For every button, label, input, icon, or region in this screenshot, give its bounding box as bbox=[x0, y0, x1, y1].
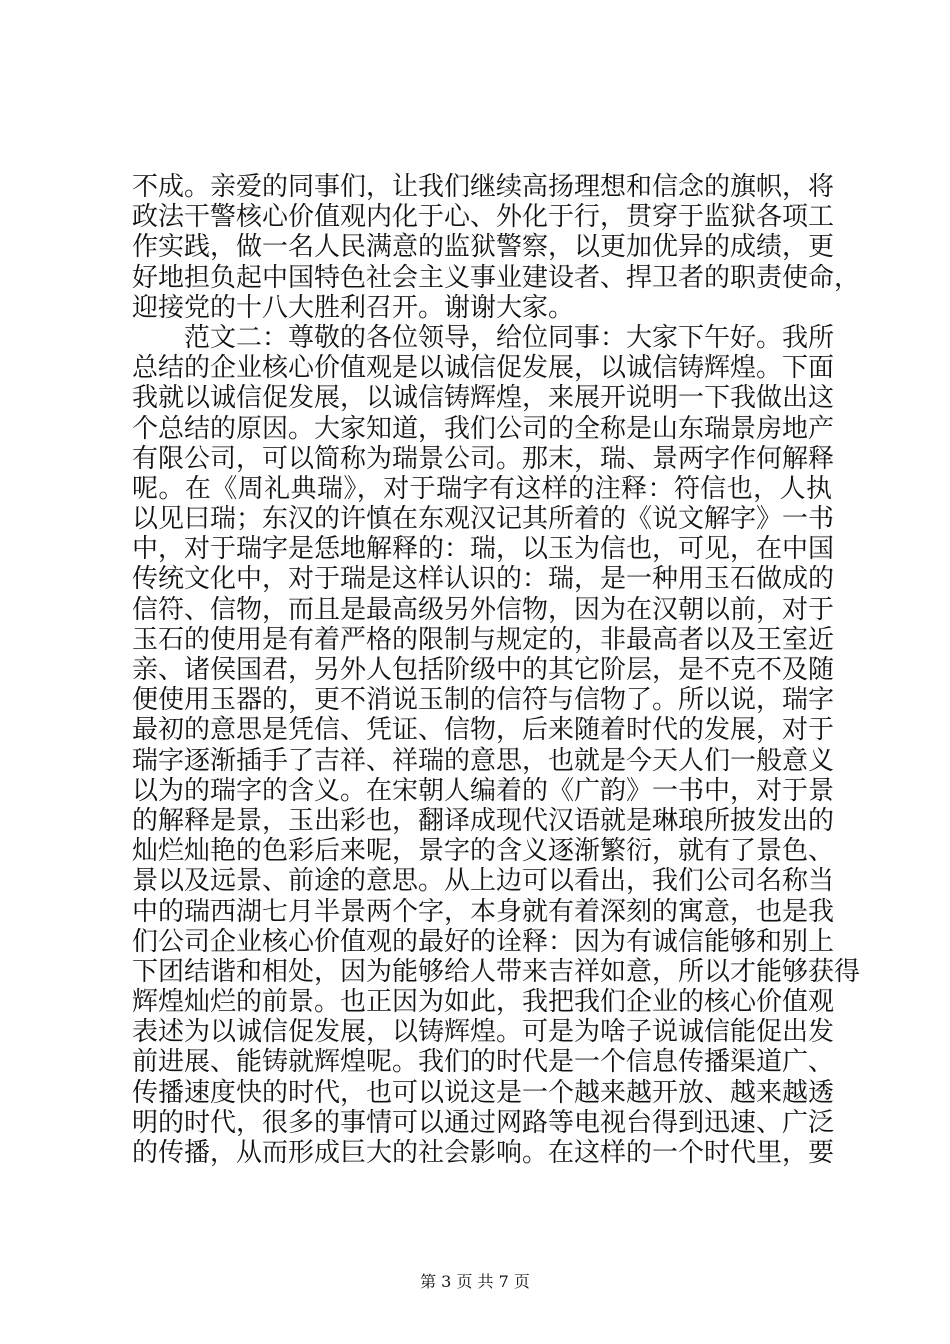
paragraph-start-line: 范文二：尊敬的各位领导，给位同事：大家下午好。我所 bbox=[184, 322, 835, 353]
text-line: 明的时代，很多的事情可以通过网路等电视台得到迅速、广泛 bbox=[132, 1107, 835, 1138]
text-line: 不成。亲爱的同事们，让我们继续高扬理想和信念的旗帜，将 bbox=[132, 172, 835, 202]
text-line: 灿烂灿艳的色彩后来呢，景字的含义逐渐繁衍，就有了景色、 bbox=[132, 836, 835, 867]
text-line: 中，对于瑞字是恁地解释的：瑞，以玉为信也，可见，在中国 bbox=[132, 534, 835, 565]
text-line: 景以及远景、前途的意思。从上边可以看出，我们公司名称当 bbox=[132, 866, 835, 897]
text-line: 最初的意思是凭信、凭证、信物，后来随着时代的发展，对于 bbox=[132, 715, 835, 746]
text-line: 以见曰瑞；东汉的许慎在东观汉记其所着的《说文解字》一书 bbox=[132, 504, 835, 535]
text-line: 们公司企业核心价值观的最好的诠释：因为有诚信能够和别上 bbox=[132, 926, 835, 957]
text-line: 下团结谐和相处，因为能够给人带来吉祥如意，所以才能够获得 bbox=[132, 956, 861, 987]
text-line: 政法干警核心价值观内化于心、外化于行，贯穿于监狱各项工 bbox=[132, 202, 835, 233]
text-line: 便使用玉器的，更不消说玉制的信符与信物了。所以说，瑞字 bbox=[132, 685, 835, 716]
text-line: 表述为以诚信促发展，以铸辉煌。可是为啥子说诚信能促出发 bbox=[132, 1017, 835, 1048]
text-line: 的传播，从而形成巨大的社会影响。在这样的一个时代里，要 bbox=[132, 1138, 835, 1168]
text-line: 迎接党的十八大胜利召开。谢谢大家。 bbox=[132, 292, 575, 323]
text-line: 前进展、能铸就辉煌呢。我们的时代是一个信息传播渠道广、 bbox=[132, 1047, 835, 1078]
text-line: 呢。在《周礼典瑞》，对于瑞字有这样的注释：符信也，人执 bbox=[132, 473, 832, 504]
text-line: 传播速度快的时代，也可以说这是一个越来越开放、越来越透 bbox=[132, 1077, 835, 1108]
text-line: 总结的企业核心价值观是以诚信促发展，以诚信铸辉煌。下面 bbox=[132, 353, 835, 384]
text-line: 个总结的原因。大家知道，我们公司的全称是山东瑞景房地产 bbox=[132, 413, 835, 444]
text-line: 信符、信物，而且是最高级另外信物，因为在汉朝以前，对于 bbox=[132, 594, 835, 625]
text-line: 的解释是景，玉出彩也，翻译成现代汉语就是琳琅所披发出的 bbox=[132, 805, 835, 836]
text-line: 我就以诚信促发展，以诚信铸辉煌，来展开说明一下我做出这 bbox=[132, 383, 835, 414]
text-line: 传统文化中，对于瑞是这样认识的：瑞，是一种用玉石做成的 bbox=[132, 564, 835, 595]
text-line: 有限公司，可以简称为瑞景公司。那末，瑞、景两字作何解释 bbox=[132, 443, 835, 474]
body-text bbox=[132, 172, 861, 1168]
text-line: 瑞字逐渐插手了吉祥、祥瑞的意思，也就是今天人们一般意义 bbox=[132, 745, 835, 776]
text-line: 亲、诸侯国君，另外人包括阶级中的其它阶层，是不克不及随 bbox=[132, 655, 835, 685]
text-line: 作实践，做一名人民满意的监狱警察，以更加优异的成绩，更 bbox=[132, 232, 835, 263]
text-line: 好地担负起中国特色社会主义事业建设者、捍卫者的职责使命， bbox=[132, 262, 861, 293]
text-line: 中的瑞西湖七月半景两个字，本身就有着深刻的寓意，也是我 bbox=[132, 896, 835, 927]
text-line: 玉石的使用是有着严格的限制与规定的，非最高者以及王室近 bbox=[132, 624, 835, 655]
page-number-footer: 第 3 页 共 7 页 bbox=[420, 1272, 530, 1291]
text-line: 辉煌灿烂的前景。也正因为如此，我把我们企业的核心价值观 bbox=[132, 987, 835, 1018]
text-line: 以为的瑞字的含义。在宋朝人编着的《广韵》一书中，对于景 bbox=[132, 775, 835, 806]
